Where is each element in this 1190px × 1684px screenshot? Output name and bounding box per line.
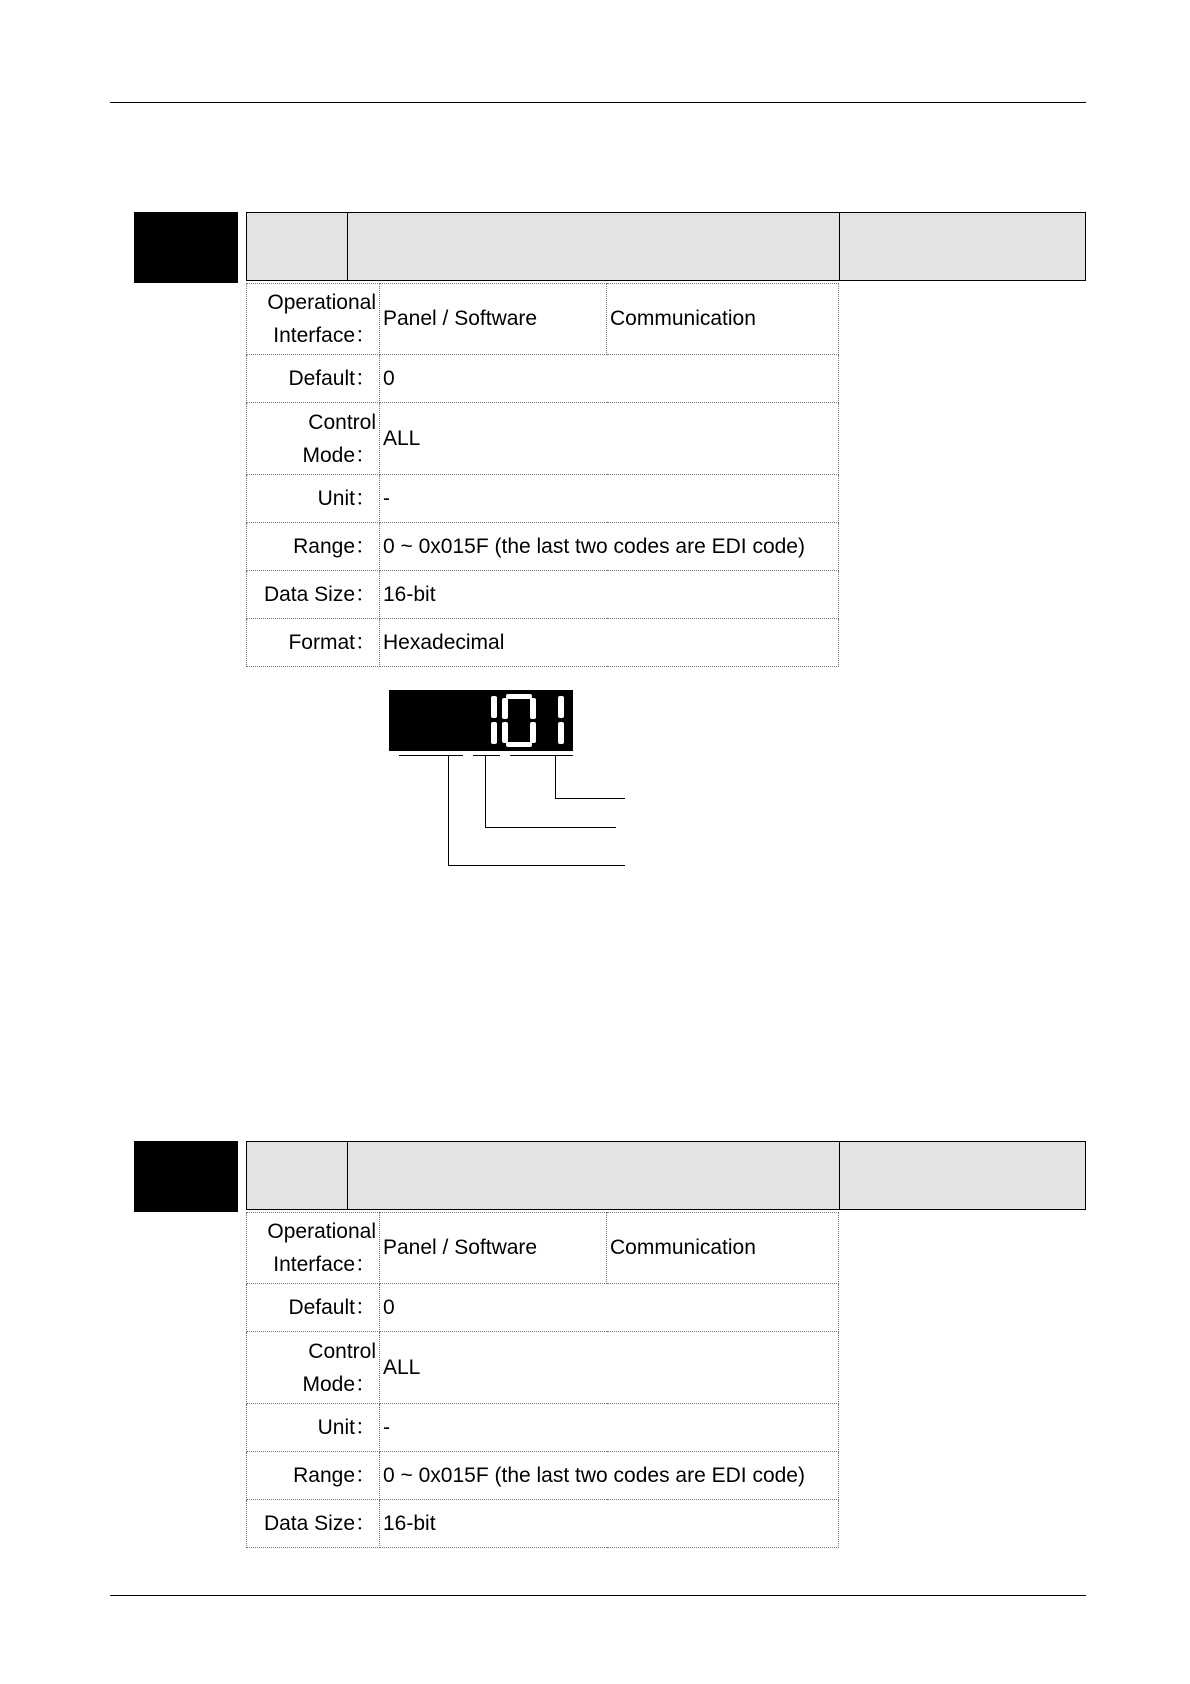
row-control-mode (247, 403, 839, 475)
row-control-mode (247, 1332, 839, 1404)
label-range: Range： (247, 1452, 380, 1500)
value-default: 0 (380, 1284, 839, 1332)
leader-line-left (448, 755, 449, 866)
digit-underline-left (399, 755, 463, 756)
parameter-id-tab (134, 212, 238, 283)
value-control-mode: ALL (380, 403, 839, 475)
value-range: 0 ~ 0x015F (the last two codes are EDI code) (380, 523, 839, 571)
value-data-size: 16-bit (380, 571, 839, 619)
label-data-size: Data Size： (247, 571, 380, 619)
row-data-size (247, 1500, 839, 1548)
label-mode: Mode： (302, 443, 376, 467)
label-range: Range： (247, 523, 380, 571)
value-unit: - (380, 1404, 839, 1452)
label-default: Default： (247, 1284, 380, 1332)
value-range: 0 ~ 0x015F (the last two codes are EDI code) (380, 1452, 839, 1500)
parameter-header (246, 1141, 1086, 1210)
parameter-id-tab (134, 1141, 238, 1212)
row-default (247, 1284, 839, 1332)
value-format: Hexadecimal (380, 619, 839, 667)
value-unit: - (380, 475, 839, 523)
label-control: Control (308, 410, 376, 434)
value-panel-software: Panel / Software (380, 1213, 607, 1284)
row-operational-interface (247, 1213, 839, 1284)
row-unit (247, 475, 839, 523)
digit-underline-middle (473, 755, 500, 756)
label-interface: Interface： (273, 1253, 376, 1276)
label-operational: Operational (267, 1220, 376, 1243)
leader-line-right (555, 755, 556, 799)
value-data-size: 16-bit (380, 1500, 839, 1548)
parameter-header (246, 212, 1086, 281)
leader-line-middle (485, 755, 486, 828)
label-operational: Operational (267, 291, 376, 314)
value-communication: Communication (607, 284, 839, 355)
row-default (247, 355, 839, 403)
label-default: Default： (247, 355, 380, 403)
label-mode: Mode： (302, 1372, 376, 1396)
value-default: 0 (380, 355, 839, 403)
label-data-size: Data Size： (247, 1500, 380, 1548)
parameter-table (246, 283, 839, 667)
label-interface: Interface： (273, 324, 376, 347)
label-control: Control (308, 1339, 376, 1363)
label-unit: Unit： (247, 1404, 380, 1452)
row-unit (247, 1404, 839, 1452)
row-range (247, 1452, 839, 1500)
row-data-size (247, 571, 839, 619)
row-operational-interface (247, 284, 839, 355)
seven-segment-display (389, 690, 573, 751)
label-unit: Unit： (247, 475, 380, 523)
value-communication: Communication (607, 1213, 839, 1284)
parameter-table (246, 1212, 839, 1548)
value-panel-software: Panel / Software (380, 284, 607, 355)
bottom-rule (110, 1595, 1086, 1596)
label-format: Format： (247, 619, 380, 667)
digit-underline-right (510, 755, 573, 756)
top-rule (110, 102, 1086, 103)
row-range (247, 523, 839, 571)
value-control-mode: ALL (380, 1332, 839, 1404)
row-format (247, 619, 839, 667)
